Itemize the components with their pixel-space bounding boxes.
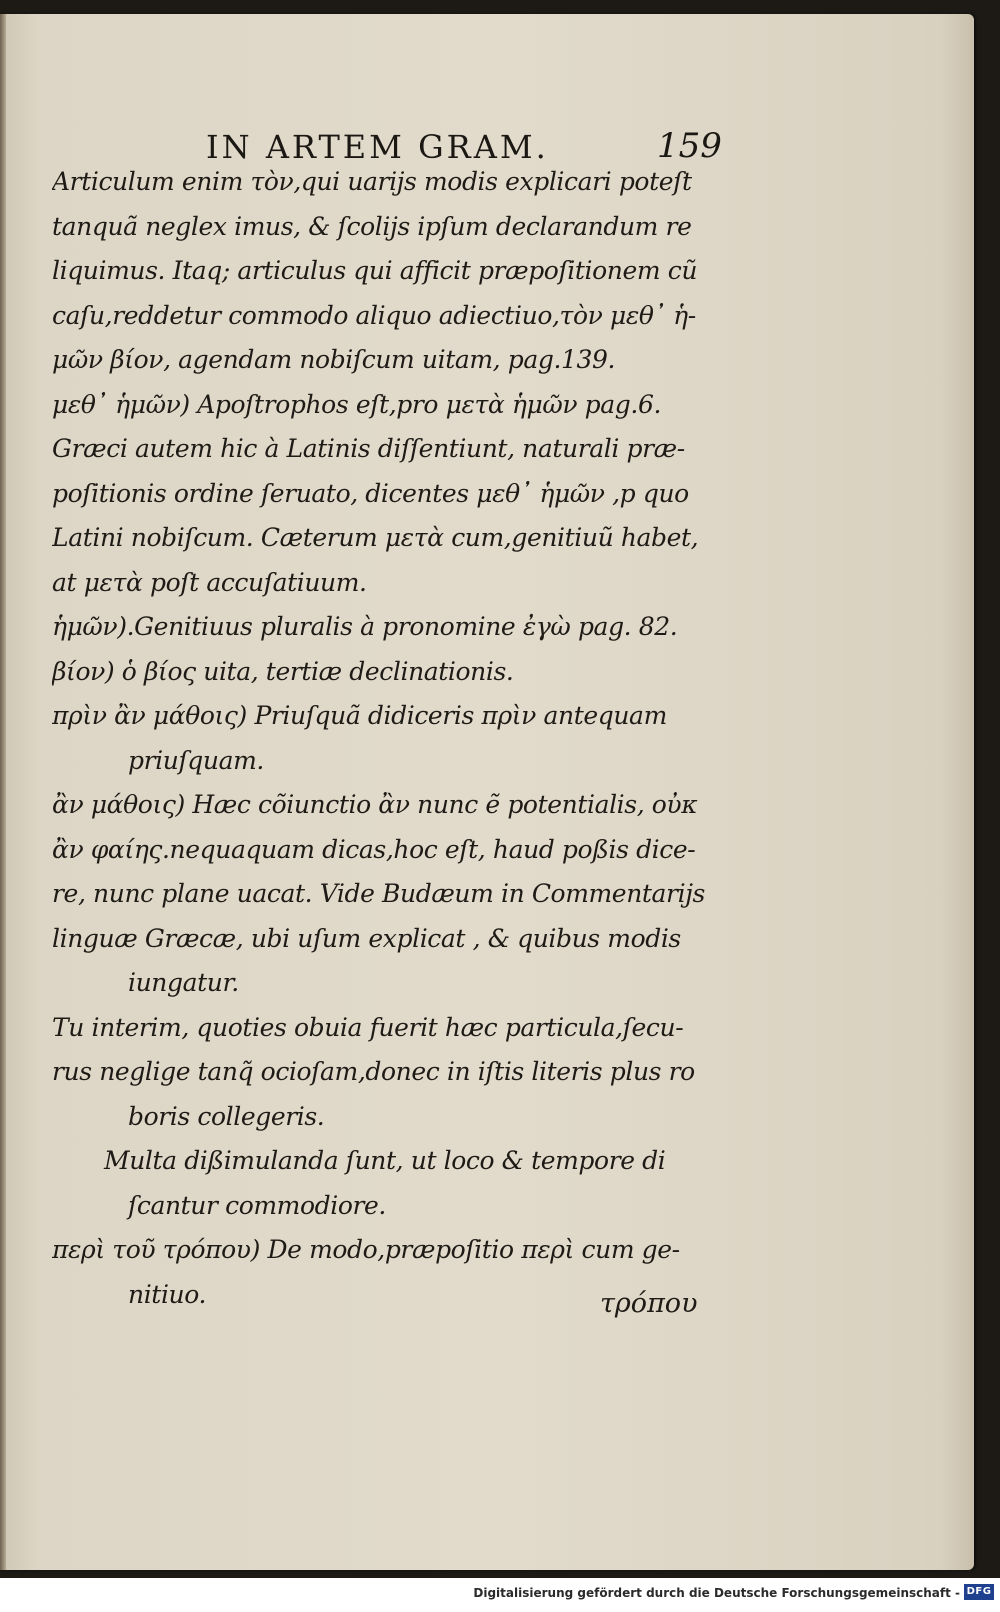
text-line: Multa dißimulanda ſunt, ut loco & tempore di — [104, 1146, 666, 1175]
text-line: ἂν φαίης.nequaquam dicas,hoc eſt, haud poßis dice- — [52, 834, 696, 864]
text-line: μεθ᾽ ἡμῶν) Apoſtrophos eſt,pro μετὰ ἡμῶν pag.6. — [52, 389, 661, 419]
text-line: nitiuo. — [128, 1279, 206, 1309]
text-line: at μετὰ poſt accuſatiuum. — [52, 567, 367, 597]
text-line: Tu interim, quoties obuia fuerit hæc particula,ſecu- — [52, 1012, 684, 1042]
text-line: Articulum enim τὸν,qui uarijs modis explicari poteſt — [52, 167, 692, 196]
main-text — [52, 160, 712, 1317]
text-line: tanquã neglex imus, & ſcolijs ipſum declarandum re — [52, 211, 692, 241]
text-line: μῶν βίον, agendam nobiſcum uitam, pag.139. — [52, 345, 616, 374]
text-line: πρὶν ἂν μάθοις) Priuſquã didiceris πρὶν antequam — [52, 701, 667, 730]
text-line: re, nunc plane uacat. Vide Budæum in Commentarijs — [52, 879, 705, 908]
funding-credit: Digitalisierung gefördert durch die Deutsche Forschungsgemeinschaft - — [473, 1586, 960, 1600]
text-line: Græci autem hic à Latinis diſſentiunt, naturali præ- — [52, 434, 685, 463]
text-line: caſu,reddetur commodo aliquo adiectiuo,τὸν μεθ᾽ ἡ- — [52, 300, 696, 330]
text-line: ἂν μάθοις) Hæc cõiunctio ἂν nunc ẽ potentialis, οὐκ — [52, 790, 698, 819]
page-number: 159 — [657, 126, 722, 166]
text-line: Latini nobiſcum. Cæterum μετὰ cum,genitiuũ habet, — [52, 523, 699, 552]
text-line: ἡμῶν).Genitiuus pluralis à pronomine ἐγὼ pag. 82. — [52, 612, 678, 641]
catchword: τρόπου — [600, 1288, 698, 1319]
page-edge — [0, 14, 6, 1570]
footer-bar — [0, 1578, 1000, 1612]
text-line: iungatur. — [128, 968, 239, 997]
text-line: περὶ τοῦ τρόπου) De modo,præpoſitio περὶ cum ge- — [52, 1235, 680, 1264]
text-line: βίον) ὁ βίος uita, tertiæ declinationis. — [52, 656, 514, 686]
text-line: boris collegeris. — [128, 1101, 325, 1131]
running-head: IN ARTEM GRAM. — [206, 128, 549, 166]
text-line: linguæ Græcæ, ubi uſum explicat , & quibus modis — [52, 923, 681, 953]
text-line: poſitionis ordine ſeruato, dicentes μεθ᾽ ἡμῶν ,p quo — [52, 478, 689, 508]
text-line: rus neglige tanq̃ ocioſam,donec in iſtis literis plus ro — [52, 1057, 695, 1086]
text-line: liquimus. Itaq; articulus qui afficit præpoſitionem cũ — [52, 256, 698, 285]
dfg-logo: DFG — [964, 1584, 994, 1600]
text-line: ſcantur commodiore. — [128, 1190, 386, 1220]
text-line: priuſquam. — [128, 745, 264, 775]
